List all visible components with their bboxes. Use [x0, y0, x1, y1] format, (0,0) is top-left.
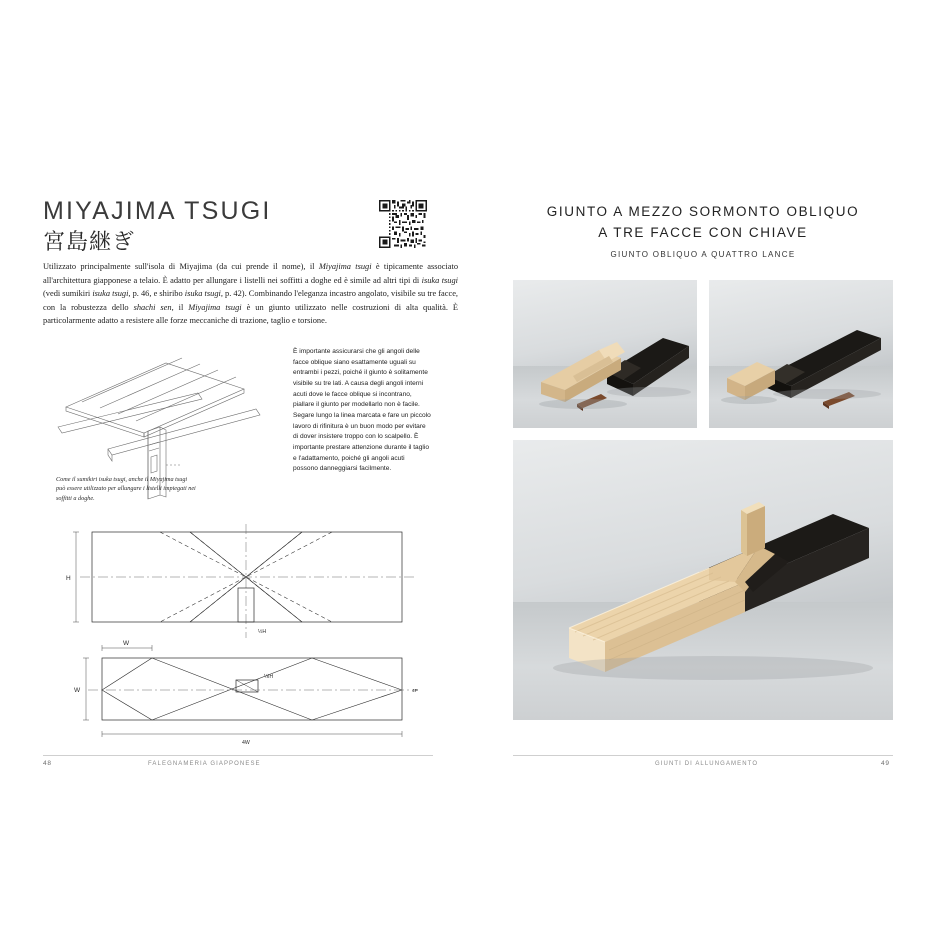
qr-code-icon[interactable] — [379, 200, 427, 248]
running-head-left: FALEGNAMERIA GIAPPONESE — [148, 761, 261, 767]
photo-joint-open-right — [709, 280, 893, 428]
dim-label-width-top: W — [123, 640, 130, 647]
technical-drawing-svg — [40, 520, 440, 760]
page-title-latin: MIYAJIMA TSUGI — [43, 197, 272, 225]
qr-code-svg — [379, 200, 427, 248]
side-note-text: È importante assicurarsi che gli angoli delle facce oblique siano esattamente uguali su entrambi i pezzi, poiché il giunto è solitamente visibile su tre lati. A causa degli angoli interni acuti dove le facce oblique si incontrano, piallare il giunto per modellarlo non è facile. Segare lungo la linea marcata e fare un piccolo lavoro di rifinitura è un buon modo per evitare di dover insistere troppo con lo scalpello. È importante prestare attenzione durante il taglio e l'adattamento, poiché gli angoli acuti possono danneggiarsi facilmente. — [293, 348, 431, 473]
photo-joint-open-left — [513, 280, 697, 428]
photo-joint-assembled-content — [513, 440, 893, 720]
folio-left: 48 — [43, 760, 52, 767]
photo-joint-open-right-content — [709, 280, 893, 428]
photo-joint-open-left-content — [513, 280, 697, 428]
page-title-block — [43, 198, 343, 255]
footer-rule-left — [43, 755, 433, 756]
dim-label-small: 4P — [412, 689, 418, 694]
running-head-right: GIUNTI DI ALLUNGAMENTO — [655, 761, 759, 767]
right-page-title — [513, 202, 893, 244]
right-page — [469, 150, 938, 800]
folio-right: 49 — [881, 760, 890, 767]
dim-label-four-w: 4W — [242, 740, 250, 746]
dim-label-half-h: ½H — [258, 629, 267, 635]
right-page-subtitle: GIUNTO OBLIQUO A QUATTRO LANCE — [610, 250, 796, 259]
dim-label-quarter-h: ¼ìH — [264, 674, 274, 680]
drawing-caption: Come il sumikiri isuka tsugi, anche il Miyajima tsugi può essere utilizzato per allungare i listelli impiegati nei soffitti a doghe. — [56, 476, 196, 502]
technical-drawing — [40, 520, 440, 760]
dim-label-width-side: W — [74, 687, 81, 694]
body-paragraph: Utilizzato principalmente sull'isola di Miyajima (da cui prende il nome), il Miyajima tsugi è tipicamente associato all'architettura giapponese a telaio. È adatto per allungare i listelli nei soffitti a doghe ed è simile ad altri tipi di isuka tsugi (vedi sumikiri isuka tsugi, p. 46, e shiribo isuka tsugi, p. 42). Combinando l'eleganza incastro angolato, visibile su tre facce, con la robustezza dello shachi sen, il Miyajima tsugi è un giunto utilizzato nelle costruzioni di alta qualità. È particolarmente adatto a resistere alle forze meccaniche di trazione, taglio e torsione. — [43, 262, 459, 326]
page-title-japanese: 宮島継ぎ — [43, 229, 136, 255]
right-page-title-line1: GIUNTO A MEZZO SORMONTO OBLIQUO — [546, 204, 860, 219]
dim-label-height: H — [66, 575, 71, 582]
footer-rule-right — [513, 755, 893, 756]
photo-joint-assembled — [513, 440, 893, 720]
right-page-title-line2: A TRE FACCE CON CHIAVE — [598, 224, 808, 240]
left-page — [0, 150, 469, 800]
